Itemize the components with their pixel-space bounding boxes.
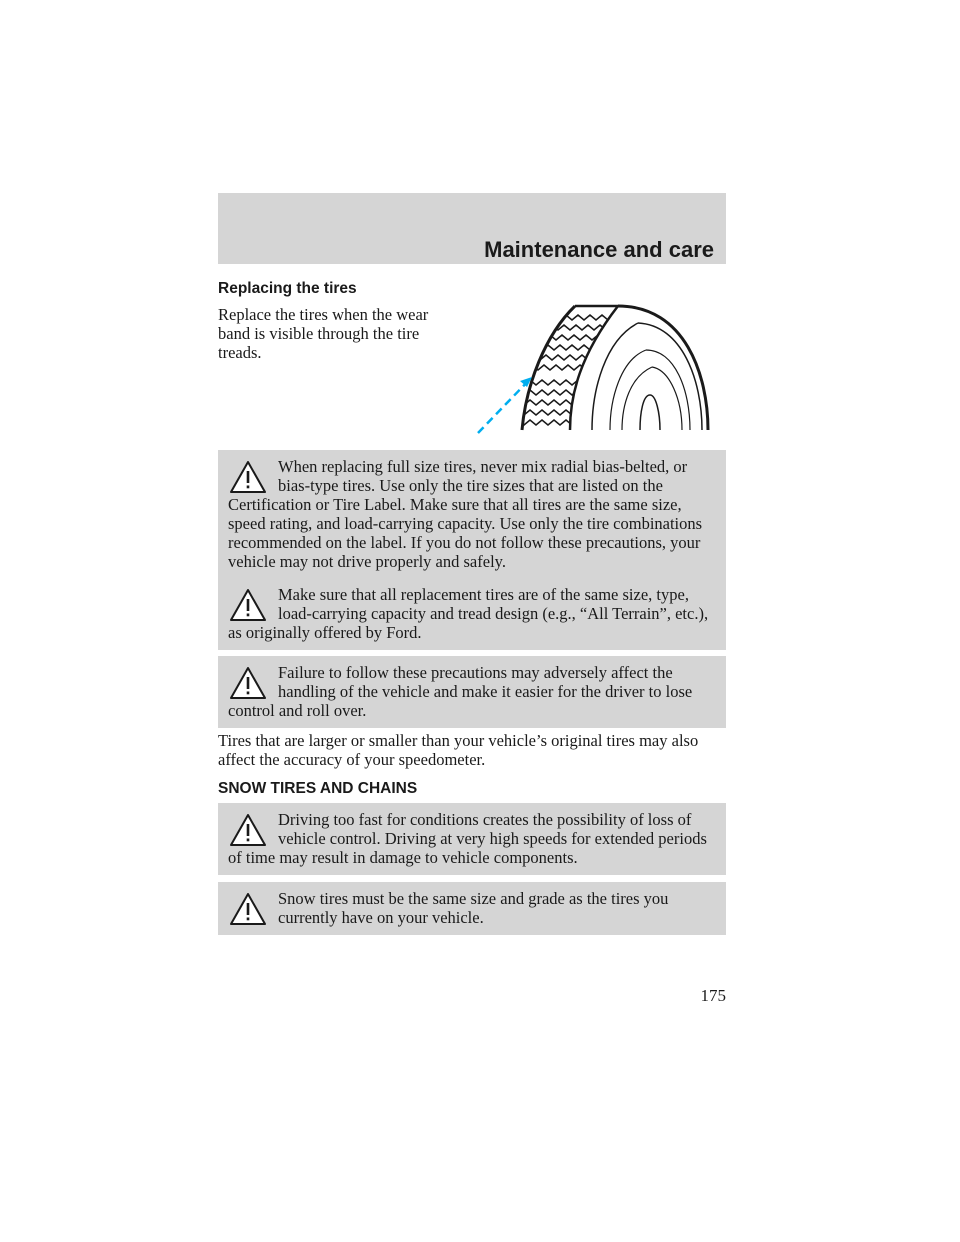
warning-box bbox=[218, 450, 726, 579]
page-number: 175 bbox=[700, 986, 726, 1005]
section-header-band bbox=[218, 193, 726, 264]
warning-text: Failure to follow these precautions may adversely affect the handling of the vehicle and make it easier for the driver to lose control and roll over. bbox=[228, 663, 693, 720]
section-title: Maintenance and care bbox=[484, 237, 714, 262]
warning-triangle-icon bbox=[228, 891, 268, 927]
warning-box bbox=[218, 882, 726, 935]
warning-text: When replacing full size tires, never mix radial bias-belted, or bias-type tires. Use only the tire sizes that are listed on the Certification or Tire Label. Make sure that all tires are the same size, speed rating, and load-carrying capacity. Use only the tire combinations recommended on the label. If you do not follow these precautions, your vehicle may not drive properly and safely. bbox=[228, 457, 703, 571]
warning-text: Snow tires must be the same size and grade as the tires you currently have on your vehicle. bbox=[278, 889, 669, 927]
intro-paragraph: Replace the tires when the wear band is visible through the tire treads. bbox=[218, 305, 429, 362]
heading-snow-tires: SNOW TIRES AND CHAINS bbox=[218, 780, 418, 797]
warning-triangle-icon bbox=[228, 812, 268, 848]
warning-text: Driving too fast for conditions creates the possibility of loss of vehicle control. Driving at very high speeds for extended periods of time may result in damage to vehicle components. bbox=[228, 810, 707, 867]
warning-box bbox=[218, 803, 726, 875]
warning-triangle-icon bbox=[228, 459, 268, 495]
tire-wear-band-illustration bbox=[470, 295, 720, 440]
warning-triangle-icon bbox=[228, 665, 268, 701]
warning-text: Make sure that all replacement tires are of the same size, type, load-carrying capacity and tread design (e.g., “All Terrain”, etc.), as originally offered by Ford. bbox=[228, 585, 709, 642]
warning-triangle-icon bbox=[228, 587, 268, 623]
warning-box bbox=[218, 578, 726, 650]
heading-replacing-tires: Replacing the tires bbox=[218, 280, 357, 297]
speedometer-paragraph: Tires that are larger or smaller than your vehicle’s original tires may also affect the accuracy of your speedometer. bbox=[218, 731, 699, 769]
warning-box bbox=[218, 656, 726, 728]
